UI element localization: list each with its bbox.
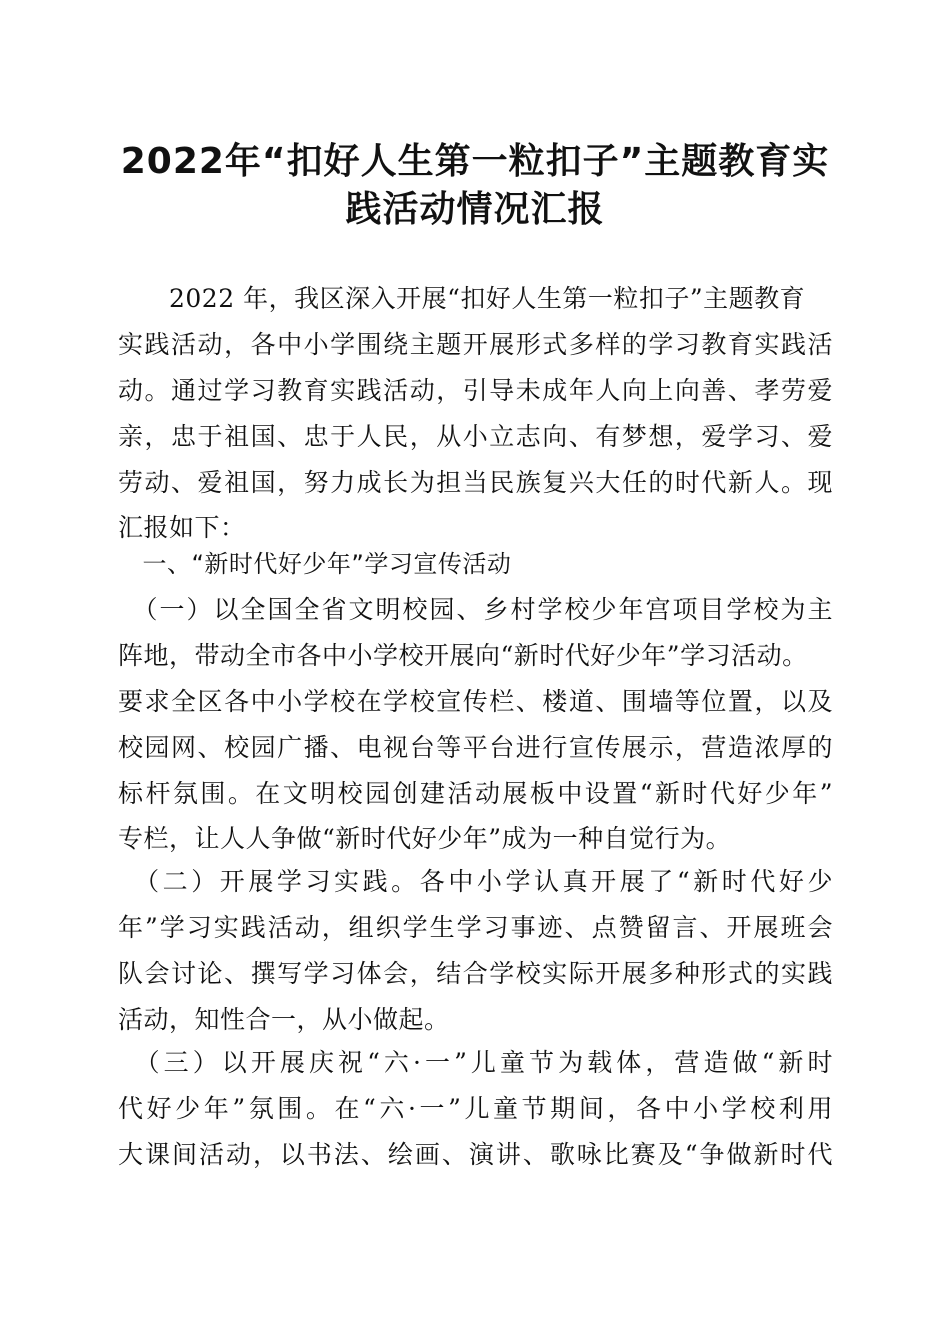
para2-line-4: 活动，知性合一，从小做起。 bbox=[118, 1005, 450, 1034]
para3-line-1: （三）以开展庆祝“六·一”儿童节为载体，营造做“新时 bbox=[118, 1048, 833, 1077]
section-heading-1: 一、“新时代好少年”学习宣传活动 bbox=[118, 550, 512, 578]
para1-line-3: 要求全区各中小学校在学校宣传栏、楼道、围墙等位置，以及 bbox=[118, 687, 833, 716]
intro-line-5: 劳动、爱祖国，努力成长为担当民族复兴大任的时代新人。现 bbox=[118, 468, 833, 497]
para2-line-2: 年”学习实践活动，组织学生学习事迹、点赞留言、开展班会 bbox=[118, 913, 833, 942]
para3-line-2: 代好少年”氛围。在“六·一”儿童节期间，各中小学校利用 bbox=[118, 1094, 833, 1123]
para2-line-1: （二）开展学习实践。各中小学认真开展了“新时代好少 bbox=[118, 867, 833, 896]
para3-line-3: 大课间活动，以书法、绘画、演讲、歌咏比赛及“争做新时代 bbox=[118, 1140, 833, 1169]
intro-line-6: 汇报如下： bbox=[118, 513, 246, 542]
document-title bbox=[120, 138, 830, 234]
intro-line-3: 动。通过学习教育实践活动，引导未成年人向上向善、孝劳爱 bbox=[118, 376, 833, 405]
title-line-1: 2022年“扣好人生第一粒扣子”主题教育实 bbox=[120, 141, 830, 182]
para1-line-2: 阵地，带动全市各中小学校开展向“新时代好少年”学习活动。 bbox=[118, 641, 808, 670]
intro-line-1: 2022 年，我区深入开展“扣好人生第一粒扣子”主题教育 bbox=[118, 284, 806, 313]
para1-line-1: （一）以全国全省文明校园、乡村学校少年宫项目学校为主 bbox=[118, 595, 833, 624]
para1-line-4: 校园网、校园广播、电视台等平台进行宣传展示，营造浓厚的 bbox=[118, 733, 833, 762]
para1-line-5: 标杆氛围。在文明校园创建活动展板中设置“新时代好少年” bbox=[118, 779, 833, 808]
para2-line-3: 队会讨论、撰写学习体会，结合学校实际开展多种形式的实践 bbox=[118, 959, 833, 988]
title-line-2: 践活动情况汇报 bbox=[345, 189, 605, 230]
para1-line-6: 专栏，让人人争做“新时代好少年”成为一种自觉行为。 bbox=[118, 824, 732, 853]
intro-line-4: 亲，忠于祖国、忠于人民，从小立志向、有梦想，爱学习、爱 bbox=[118, 422, 833, 451]
intro-line-2: 实践活动，各中小学围绕主题开展形式多样的学习教育实践活 bbox=[118, 330, 833, 359]
